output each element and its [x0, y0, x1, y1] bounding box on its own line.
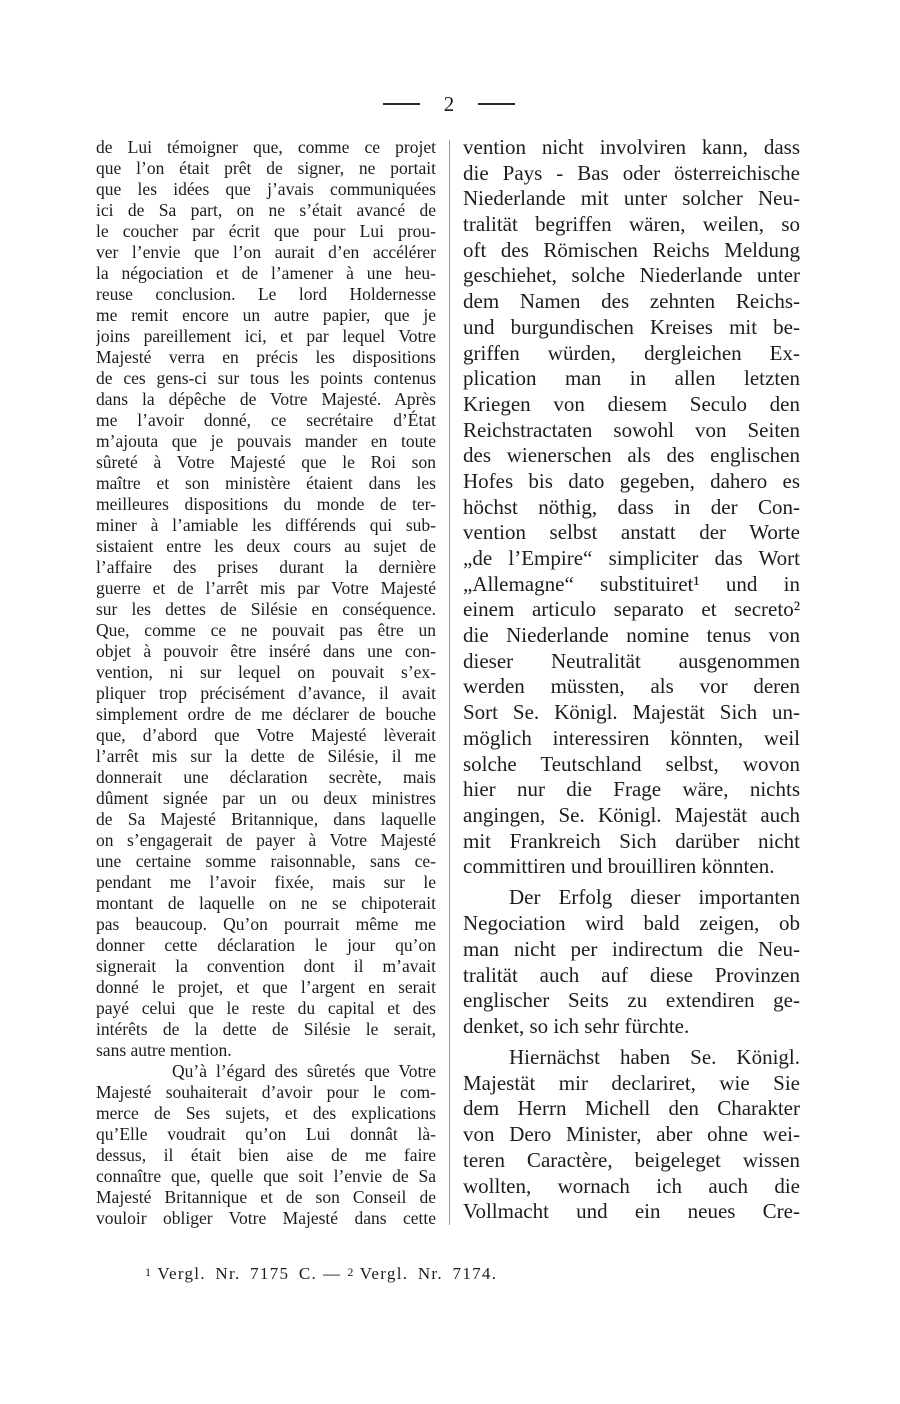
left-column	[96, 137, 436, 1229]
text-line: maître et son ministère étaient dans les	[96, 473, 436, 493]
text-line: wollten, wornach ich auch die	[463, 1173, 800, 1198]
header-rule-right	[478, 103, 515, 104]
text-line: des wienerschen als des englischen	[463, 443, 800, 468]
text-line: geschiehet, solche Niederlande unter	[463, 263, 800, 288]
text-line: donner cette déclaration le jour qu’on	[96, 935, 436, 955]
text-line: sans autre mention.	[96, 1040, 232, 1060]
text-line: on s’engagerait de payer à Votre Majesté	[96, 830, 436, 850]
text-line: werden müssten, als vor deren	[463, 674, 800, 699]
text-line: man nicht per indirectum die Neu-	[463, 936, 800, 961]
text-line: sur les dettes de Silésie en conséquence.	[96, 599, 436, 619]
footnote-mark: 1	[145, 1265, 153, 1279]
text-line: vention, ni sur lequel on pouvait s’ex-	[96, 662, 436, 682]
text-line: angingen, Se. Königl. Majestät auch	[463, 802, 800, 827]
text-line: tralität auch auf diese Provinzen	[463, 962, 800, 987]
text-line: donnerait une déclaration secrète, mais	[96, 767, 436, 787]
text-line: englischer Seits zu extendiren ge-	[463, 988, 800, 1013]
text-line: ver l’envie que l’on aurait d’en accélérer	[96, 242, 436, 262]
text-line: Majesté souhaiterait d’avoir pour le com-	[96, 1082, 436, 1102]
text-line: miner à l’amiable les différends qui sub-	[96, 515, 436, 535]
text-line: de ces gens-ci sur tous les points contenus	[96, 368, 436, 388]
text-line: und burgundischen Kreises mit be-	[463, 314, 800, 339]
text-line: que les idées que j’avais communiquées	[96, 179, 436, 199]
page-header	[383, 92, 515, 116]
text-line: tralität begriffen wären, weilen, so	[463, 212, 800, 237]
text-line: Negociation wird bald zeigen, ob	[463, 911, 800, 936]
text-line: signerait la convention dont il m’avait	[96, 956, 436, 976]
text-line: einem articulo separato et secreto²	[463, 597, 800, 622]
text-line: dessus, il était bien aise de me faire	[96, 1145, 436, 1165]
text-line: oft des Römischen Reichs Meldung	[463, 237, 800, 262]
text-line: die Pays - Bas oder österreichische	[463, 160, 800, 185]
text-line: Qu’à l’égard des sûretés que Votre	[172, 1061, 436, 1081]
text-line: committiren und brouilliren könnten.	[463, 854, 775, 879]
text-line: me l’avoir donné, ce secrétaire d’État	[96, 410, 436, 430]
text-line: pas beaucoup. Qu’on pourrait même me	[96, 914, 436, 934]
right-column	[463, 135, 800, 1225]
footnote-text: Vergl. Nr. 7175 C.	[157, 1264, 318, 1283]
text-line: Majestät mir declariret, wie Sie	[463, 1070, 800, 1095]
text-line: que l’on était prêt de signer, ne portait	[96, 158, 436, 178]
text-line: une certaine somme raisonnable, sans ce-	[96, 851, 436, 871]
text-line: solche Teutschland selbst, wovon	[463, 751, 800, 776]
paragraph	[463, 135, 800, 880]
text-line: plication man in allen letzten	[463, 366, 800, 391]
text-line: dem Namen des zehnten Reichs-	[463, 289, 800, 314]
text-line: dûment signée par un ou deux ministres	[96, 788, 436, 808]
text-line: objet à pouvoir être inséré dans une con-	[96, 641, 436, 661]
text-line: teren Caractère, beigeleget wissen	[463, 1147, 800, 1172]
text-line: intérêts de la dette de Silésie le serait,	[96, 1019, 436, 1039]
text-line: vouloir obliger Votre Majesté dans cette	[96, 1208, 436, 1228]
text-line: mit Frankreich Sich darüber nicht	[463, 828, 800, 853]
footnote-mark: 2	[347, 1265, 355, 1279]
text-line: l’arrêt mis sur la dette de Silésie, il me	[96, 746, 436, 766]
text-line: que, d’abord que Votre Majesté lèverait	[96, 725, 436, 745]
text-line: dem Herrn Michell den Charakter	[463, 1096, 800, 1121]
text-line: dans la dépêche de Votre Majesté. Après	[96, 389, 436, 409]
text-line: dieser Neutralität ausgenommen	[463, 648, 800, 673]
text-line: reuse conclusion. Le lord Holdernesse	[96, 284, 436, 304]
paragraph	[96, 1061, 436, 1229]
text-line: Majesté Britannique et de son Conseil de	[96, 1187, 436, 1207]
text-line: montant de laquelle on ne se chipoterait	[96, 893, 436, 913]
text-line: pliquer trop précisément d’avance, il avait	[96, 683, 436, 703]
text-line: simplement ordre de me déclarer de bouche	[96, 704, 436, 724]
paragraph	[96, 137, 436, 1061]
text-line: höchst nöthig, dass in der Con-	[463, 494, 800, 519]
text-line: „Allemagne“ substituiret¹ und in	[463, 571, 800, 596]
text-line: Majesté verra en précis les dispositions	[96, 347, 436, 367]
text-line: von Dero Minister, aber ohne wei-	[463, 1122, 800, 1147]
text-line: ici de Sa part, on ne s’était avancé de	[96, 200, 436, 220]
text-line: Sort Se. Königl. Majestät Sich un-	[463, 700, 800, 725]
text-line: sistaient entre les deux cours au sujet de	[96, 536, 436, 556]
text-line: payé celui que le reste du capital et des	[96, 998, 436, 1018]
text-line: „de l’Empire“ simpliciter das Wort	[463, 546, 800, 570]
text-line: de Lui témoigner que, comme ce projet	[96, 137, 436, 157]
column-divider	[449, 140, 450, 1225]
text-line: die Niederlande nomine tenus von	[463, 623, 800, 648]
text-line: qu’Elle voudrait qu’on Lui donnât là-	[96, 1124, 436, 1144]
footnote-separator: —	[323, 1264, 342, 1283]
text-line: connaître que, quelle que soit l’envie de Sa	[96, 1166, 436, 1186]
footnote-text: Vergl. Nr. 7174.	[359, 1264, 498, 1283]
text-line: Kriegen von diesem Seculo den	[463, 391, 800, 416]
text-line: la négociation et de l’amener à une heu-	[96, 263, 436, 283]
text-line: guerre et de l’arrêt mis par Votre Majesté	[96, 578, 436, 598]
text-line: denket, so ich sehr fürchte.	[463, 1013, 690, 1038]
text-line: joins pareillement ici, et par lequel Votre	[96, 326, 436, 346]
text-line: Niederlande mit unter solcher Neu-	[463, 186, 800, 211]
text-line: hier nur die Frage wäre, nichts	[463, 777, 800, 802]
text-line: l’affaire des prises durant la dernière	[96, 557, 436, 577]
text-line: sûreté à Votre Majesté que le Roi son	[96, 452, 436, 472]
footnotes	[145, 1261, 497, 1285]
text-line: me remit encore un autre papier, que je	[96, 305, 436, 325]
text-line: donné le projet, et que l’argent en serait	[96, 977, 436, 997]
text-line: Der Erfolg dieser importanten	[509, 885, 800, 910]
text-line: merce de Ses sujets, et des explications	[96, 1103, 436, 1123]
text-line: vention selbst anstatt der Worte	[463, 520, 800, 545]
text-line: Reichstractaten sowohl von Seiten	[463, 417, 800, 442]
text-line: pendant me l’avoir fixée, mais sur le	[96, 872, 436, 892]
paragraph	[463, 1045, 800, 1225]
text-line: de Sa Majesté Britannique, dans laquelle	[96, 809, 436, 829]
text-line: vention nicht involviren kann, dass	[463, 135, 800, 159]
text-line: m’ajouta que je pouvais mander en toute	[96, 431, 436, 451]
text-line: möglich interessiren könnten, weil	[463, 725, 800, 750]
text-line: Vollmacht und ein neues Cre-	[463, 1199, 800, 1224]
header-rule-left	[383, 103, 420, 104]
text-line: Que, comme ce ne pouvait pas être un	[96, 620, 436, 640]
text-line: le coucher par écrit que pour Lui prou-	[96, 221, 436, 241]
text-line: meilleures dispositions du monde de ter-	[96, 494, 436, 514]
page-number: 2	[443, 92, 455, 116]
text-line: Hofes bis dato gegeben, dahero es	[463, 468, 800, 493]
text-line: Hiernächst haben Se. Königl.	[509, 1045, 800, 1070]
paragraph	[463, 885, 800, 1039]
text-line: griffen würden, dergleichen Ex-	[463, 340, 800, 365]
